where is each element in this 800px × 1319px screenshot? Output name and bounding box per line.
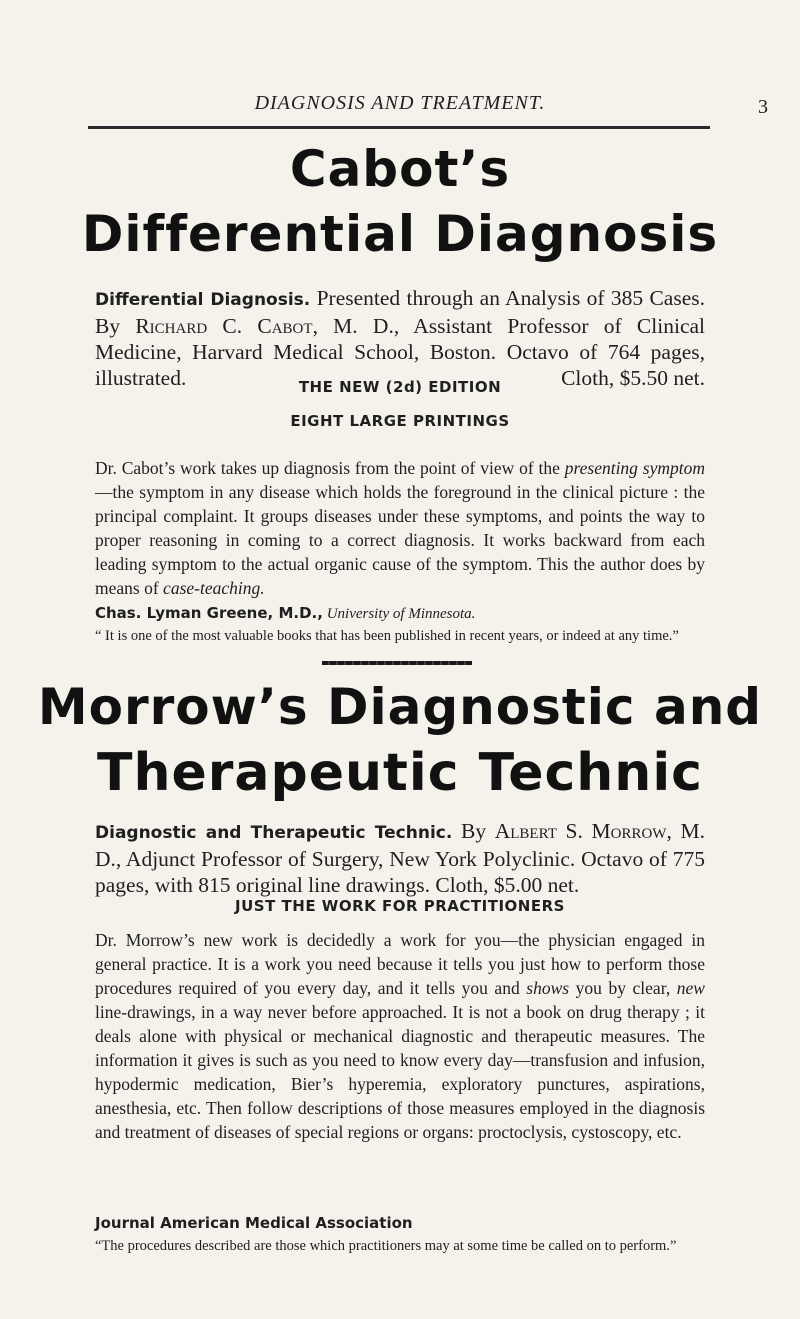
morrow-author: Albert S. Morrow [494, 819, 667, 843]
page-number: 3 [758, 96, 768, 118]
morrow-reviewer: Journal American Medical Association [95, 1214, 413, 1232]
morrow-title-line1: Morrow’s Diagnostic and [37, 678, 763, 736]
cabot-edition: THE NEW (2d) EDITION [298, 378, 502, 396]
cabot-title-line1: Cabot’s [289, 140, 511, 198]
morrow-desc-part1: By [452, 819, 495, 843]
cabot-body-em2: case-teaching. [163, 578, 265, 598]
cabot-reviewer: Chas. Lyman Greene, M.D., [95, 604, 323, 622]
morrow-body-part3: line-drawings, in a way never before approached. It is not a book on drug therapy ; it deals alone with physical or mechanical diagnostic and therapeutic measures. The information it gives is such as you need to know every day—transfusion and infusion, hypodermic medication, Bier’s hyperemia, exploratory punctures, aspirations, anesthesia, etc. Then follow descriptions of those measures employed in the diagnosis and treatment of diseases of special regions or organs: proctoclysis, cystoscopy, etc. [95, 1002, 705, 1142]
cabot-quote: “ It is one of the most valuable books that has been published in recent years, or indeed at any time.” [95, 628, 679, 644]
morrow-body-part2: you by clear, [569, 978, 677, 998]
morrow-body-em1: shows [526, 978, 570, 998]
cabot-price: Cloth, $5.50 net. [561, 366, 705, 390]
cabot-desc-part1: Presented through an Analysis of 385 Cases. By [95, 286, 705, 338]
header-rule [88, 126, 710, 129]
cabot-desc-part2: , M. D., Assistant Professor of Clinical Medicine, Harvard Medical School, Boston. Octavo of 764 pages, illustrated. [95, 314, 705, 390]
cabot-lead: Differential Diagnosis. [95, 290, 311, 310]
morrow-body-em2: new [676, 978, 705, 998]
morrow-review [95, 1212, 705, 1257]
cabot-printings: EIGHT LARGE PRINTINGS [290, 412, 510, 430]
morrow-subhead: JUST THE WORK FOR PRACTITIONERS [235, 897, 565, 915]
cabot-title-line2: Differential Diagnosis [81, 205, 719, 263]
cabot-body-part1: Dr. Cabot’s work takes up diagnosis from the point of view of the [95, 458, 565, 478]
cabot-body [95, 456, 705, 600]
cabot-description [95, 285, 705, 391]
morrow-body [95, 928, 705, 1144]
cabot-body-part2: —the symptom in any disease which holds the foreground in the clinical picture : the principal complaint. It groups diseases under these symptoms, and points the way to proper reasoning in coming to a correct diagnosis. It works backward from each leading symptom to the actual organic cause of the symptom. This the author does by means of [95, 482, 705, 598]
running-head: DIAGNOSIS AND TREATMENT. [254, 92, 546, 114]
morrow-quote: “The procedures described are those which practitioners may at some time be called on to perform.” [95, 1238, 677, 1254]
morrow-body-part1: Dr. Morrow’s new work is decidedly a work for you—the physician engaged in general practice. It is a work you need because it tells you just how to perform those procedures required of you every day, and it tells you and [95, 930, 705, 998]
cabot-author: Richard C. Cabot [135, 314, 313, 338]
cabot-review [95, 602, 705, 647]
cabot-reviewer-affiliation: University of Minnesota. [322, 606, 476, 622]
cabot-body-em1: presenting symptom [564, 458, 705, 478]
section-divider [322, 661, 472, 665]
morrow-description [95, 818, 705, 898]
morrow-desc-part2: , M. D., Adjunct Professor of Surgery, New York Polyclinic. Octavo of 775 pages, with 815 original line drawings. Cloth, $5.00 net. [95, 819, 705, 897]
morrow-lead: Diagnostic and Therapeutic Technic. [95, 823, 453, 843]
morrow-title-line2: Therapeutic Technic [97, 743, 703, 803]
